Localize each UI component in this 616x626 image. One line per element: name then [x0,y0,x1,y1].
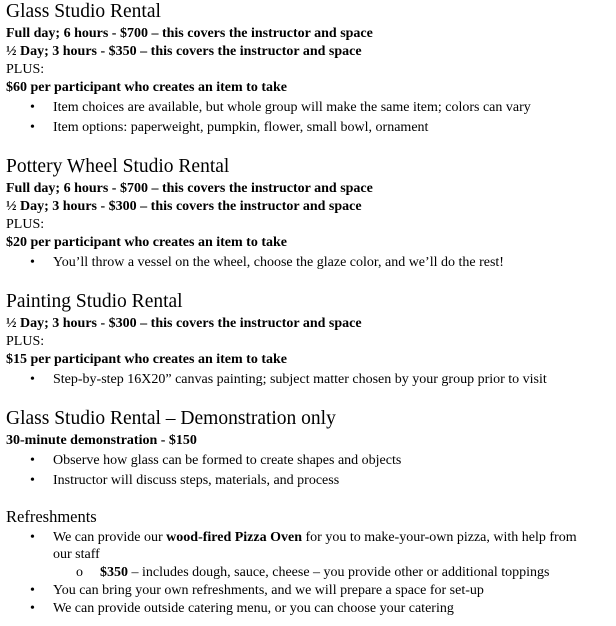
refreshments-bullet-item: • We can provide outside catering menu, or you can choose your catering [30,601,454,616]
glass-per-participant: $60 per participant who creates an item to take [6,80,287,95]
painting-title: Painting Studio Rental [6,291,183,312]
refreshments-sub-item: o $350 – includes dough, sauce, cheese – you provide other or additional toppings [76,565,550,580]
pottery-plus: PLUS: [6,217,45,232]
bullet-icon: • [30,100,35,115]
painting-bullet-item: • Step-by-step 16X20” canvas painting; subject matter chosen by your group prior to visit [30,372,547,387]
bullet-icon: • [30,473,35,488]
bullet-icon: • [30,120,35,135]
glass-title: Glass Studio Rental [6,1,161,22]
painting-per-participant: $15 per participant who creates an item to take [6,352,287,367]
bullet-icon: • [30,601,35,616]
demo-bullet-item: • Observe how glass can be formed to create shapes and objects [30,453,402,468]
pottery-per-participant: $20 per participant who creates an item to take [6,235,287,250]
bullet-icon: • [30,372,35,387]
bullet-icon: • [30,255,35,270]
sub-bullet-icon: o [76,565,83,580]
bullet-icon: • [30,530,35,545]
glass-full-day: Full day; 6 hours - $700 – this covers the instructor and space [6,26,373,41]
glass-bullet-item: • Item options: paperweight, pumpkin, flower, small bowl, ornament [30,120,429,135]
pottery-half-day: ½ Day; 3 hours - $300 – this covers the instructor and space [6,199,362,214]
refreshments-title: Refreshments [6,507,97,526]
pizza-oven-text: wood-fired Pizza Oven [166,530,303,545]
painting-half-day: ½ Day; 3 hours - $300 – this covers the instructor and space [6,316,362,331]
glass-bullet-item: • Item choices are available, but whole group will make the same item; colors can vary [30,100,531,115]
pottery-title: Pottery Wheel Studio Rental [6,156,230,177]
demo-bullet-item: • Instructor will discuss steps, materials, and process [30,473,340,488]
demo-title: Glass Studio Rental – Demonstration only [6,408,336,429]
bullet-icon: • [30,453,35,468]
refreshments-bullet-item: • You can bring your own refreshments, and we will prepare a space for set-up [30,583,484,598]
glass-half-day: ½ Day; 3 hours - $350 – this covers the instructor and space [6,44,362,59]
pizza-price: $350 [100,565,128,580]
pottery-full-day: Full day; 6 hours - $700 – this covers the instructor and space [6,181,373,196]
pottery-bullet-item: • You’ll throw a vessel on the wheel, choose the glaze color, and we’ll do the rest! [30,255,504,270]
bullet-icon: • [30,583,35,598]
painting-plus: PLUS: [6,334,45,349]
glass-plus: PLUS: [6,62,45,77]
demo-price: 30-minute demonstration - $150 [6,433,197,448]
refreshments-bullet-item: • We can provide our wood-fired Pizza Oven for you to make-your-own pizza, with help from our staff [30,530,577,562]
